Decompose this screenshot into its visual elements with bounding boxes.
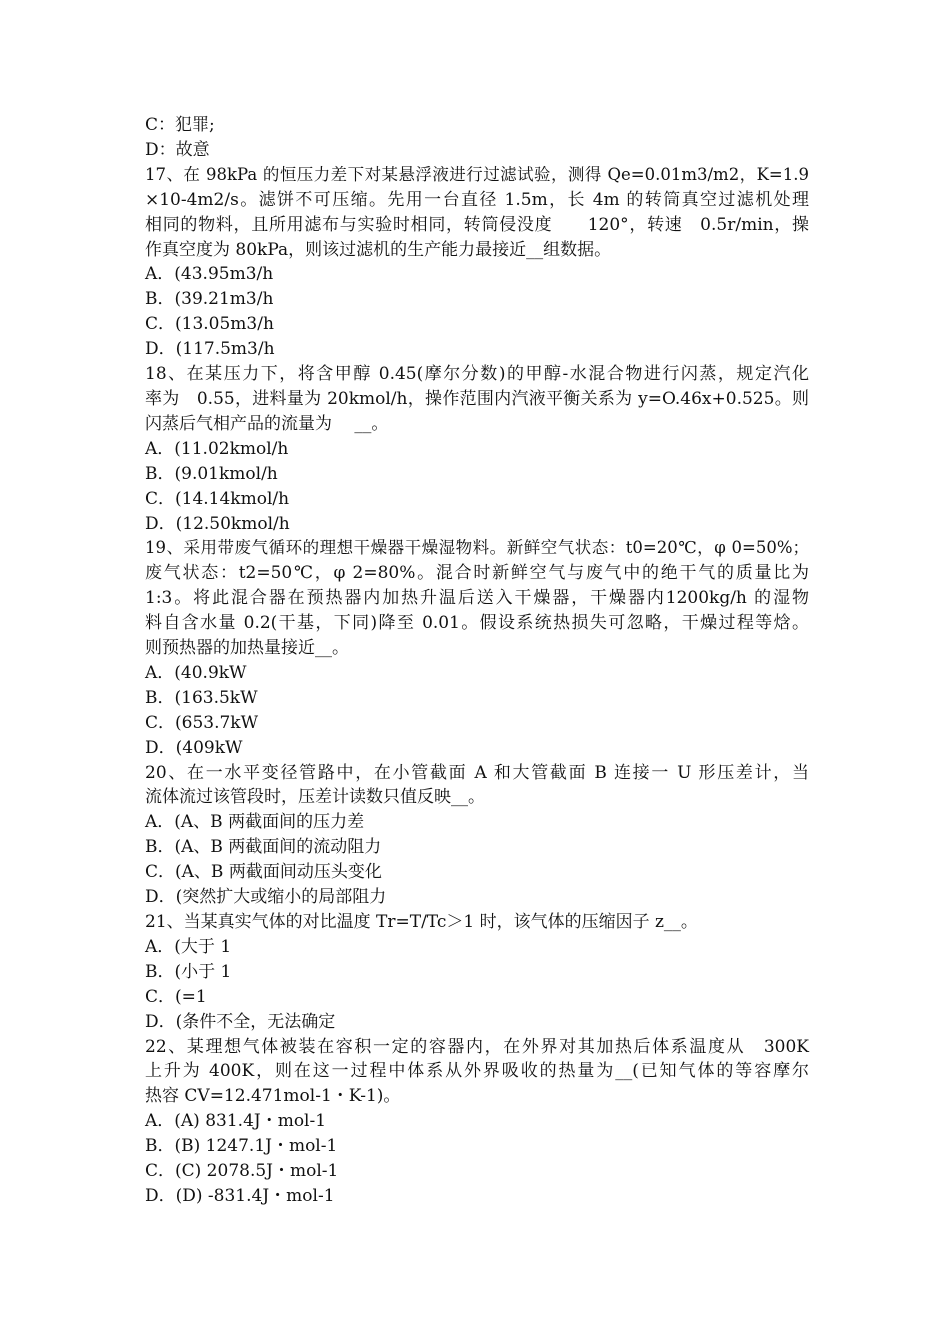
question-21 xyxy=(145,910,809,1035)
stem-line: 流体流过该管段时，压差计读数只值反映__。 xyxy=(145,787,485,808)
prelude-options xyxy=(145,113,809,163)
stem-line: 21、当某真实气体的对比温度 Tr=T/Tc＞1 时，该气体的压缩因子 z__。 xyxy=(145,912,698,932)
stem-line: 则预热器的加热量接近__。 xyxy=(145,638,349,659)
option-c: C：犯罪; xyxy=(145,115,215,135)
option-a: A．(A) 831.4J・mol-1 xyxy=(145,1111,327,1132)
question-20 xyxy=(145,761,809,910)
option-a: A．(11.02kmol/h xyxy=(145,438,289,459)
option-c: C．(=1 xyxy=(145,986,207,1007)
option-d: D．(12.50kmol/h xyxy=(145,513,290,534)
option-b: B．(9.01kmol/h xyxy=(145,463,278,484)
option-c: C．(C) 2078.5J・mol-1 xyxy=(145,1161,339,1182)
stem-line: 17、在 98kPa 的恒压力差下对某悬浮液进行过滤试验，测得 Qe=0.01m3/m2，K=1.9 xyxy=(145,164,809,184)
option-d: D．(117.5m3/h xyxy=(145,339,275,360)
option-d: D．(条件不全，无法确定 xyxy=(145,1011,336,1032)
stem-line: 废气状态：t2=50℃，φ 2=80%。混合时新鲜空气与废气中的绝干气的质量比为 xyxy=(145,563,809,584)
option-b: B．(39.21m3/h xyxy=(145,289,274,310)
stem-line: ×10-4m2/s。滤饼不可压缩。先用一台直径 1.5m，长 4m 的转筒真空过滤机处理 xyxy=(145,189,809,210)
stem-line: 上升为 400K，则在这一过程中体系从外界吸收的热量为__(已知气体的等容摩尔 xyxy=(145,1061,809,1082)
stem-line: 率为 0.55，进料量为 20kmol/h，操作范围内汽液平衡关系为 y=O.46x+0.525。则 xyxy=(145,388,809,409)
option-b: B．(B) 1247.1J・mol-1 xyxy=(145,1136,338,1157)
option-d: D．(409kW xyxy=(145,737,243,758)
question-stem xyxy=(145,536,809,661)
stem-line: 18、在某压力下，将含甲醇 0.45(摩尔分数)的甲醇-水混合物进行闪蒸，规定汽化 xyxy=(145,364,809,385)
exam-content xyxy=(145,113,809,1209)
stem-line: 作真空度为 80kPa，则该过滤机的生产能力最接近__组数据。 xyxy=(145,239,612,260)
stem-line: 闪蒸后气相产品的流量为 __。 xyxy=(145,413,389,434)
option-a: A．(40.9kW xyxy=(145,662,247,683)
question-stem xyxy=(145,761,809,811)
question-18 xyxy=(145,362,809,536)
question-stem xyxy=(145,910,809,935)
stem-line: 22、某理想气体被装在容积一定的容器内，在外界对其加热后体系温度从 300K xyxy=(145,1036,809,1057)
option-c: C．(A、B 两截面间动压头变化 xyxy=(145,862,382,883)
option-d: D：故意 xyxy=(145,139,210,160)
option-c: C．(13.05m3/h xyxy=(145,314,274,335)
question-stem xyxy=(145,362,809,437)
question-stem xyxy=(145,163,809,263)
option-b: B．(小于 1 xyxy=(145,961,232,982)
option-d: D．(突然扩大或缩小的局部阻力 xyxy=(145,887,387,908)
stem-line: 20、在一水平变径管路中，在小管截面 A 和大管截面 B 连接一 U 形压差计，当 xyxy=(145,762,809,783)
question-stem xyxy=(145,1035,809,1110)
stem-line: 19、采用带废气循环的理想干燥器干燥湿物料。新鲜空气状态：t0=20℃，φ 0=50%； xyxy=(145,538,809,558)
question-17 xyxy=(145,163,809,362)
option-c: C．(653.7kW xyxy=(145,712,259,733)
stem-line: 1:3。将此混合器在预热器内加热升温后送入干燥器，干燥器内1200kg/h 的湿物 xyxy=(145,588,809,609)
question-19 xyxy=(145,536,809,760)
option-a: A．(大于 1 xyxy=(145,936,232,957)
option-c: C．(14.14kmol/h xyxy=(145,488,290,509)
option-a: A．(A、B 两截面间的压力差 xyxy=(145,812,365,833)
stem-line: 料自含水量 0.2(干基，下同)降至 0.01。假设系统热损失可忽略，干燥过程等焓。 xyxy=(145,613,809,634)
option-b: B．(163.5kW xyxy=(145,687,258,708)
option-a: A．(43.95m3/h xyxy=(145,264,274,285)
stem-line: 相同的物料，且所用滤布与实验时相同，转筒侵没度 120°，转速 0.5r/min，操 xyxy=(145,214,809,235)
option-b: B．(A、B 两截面间的流动阻力 xyxy=(145,837,382,858)
stem-line: 热容 CV=12.471mol-1・K-1)。 xyxy=(145,1086,401,1107)
question-22 xyxy=(145,1035,809,1209)
option-d: D．(D) -831.4J・mol-1 xyxy=(145,1185,335,1206)
